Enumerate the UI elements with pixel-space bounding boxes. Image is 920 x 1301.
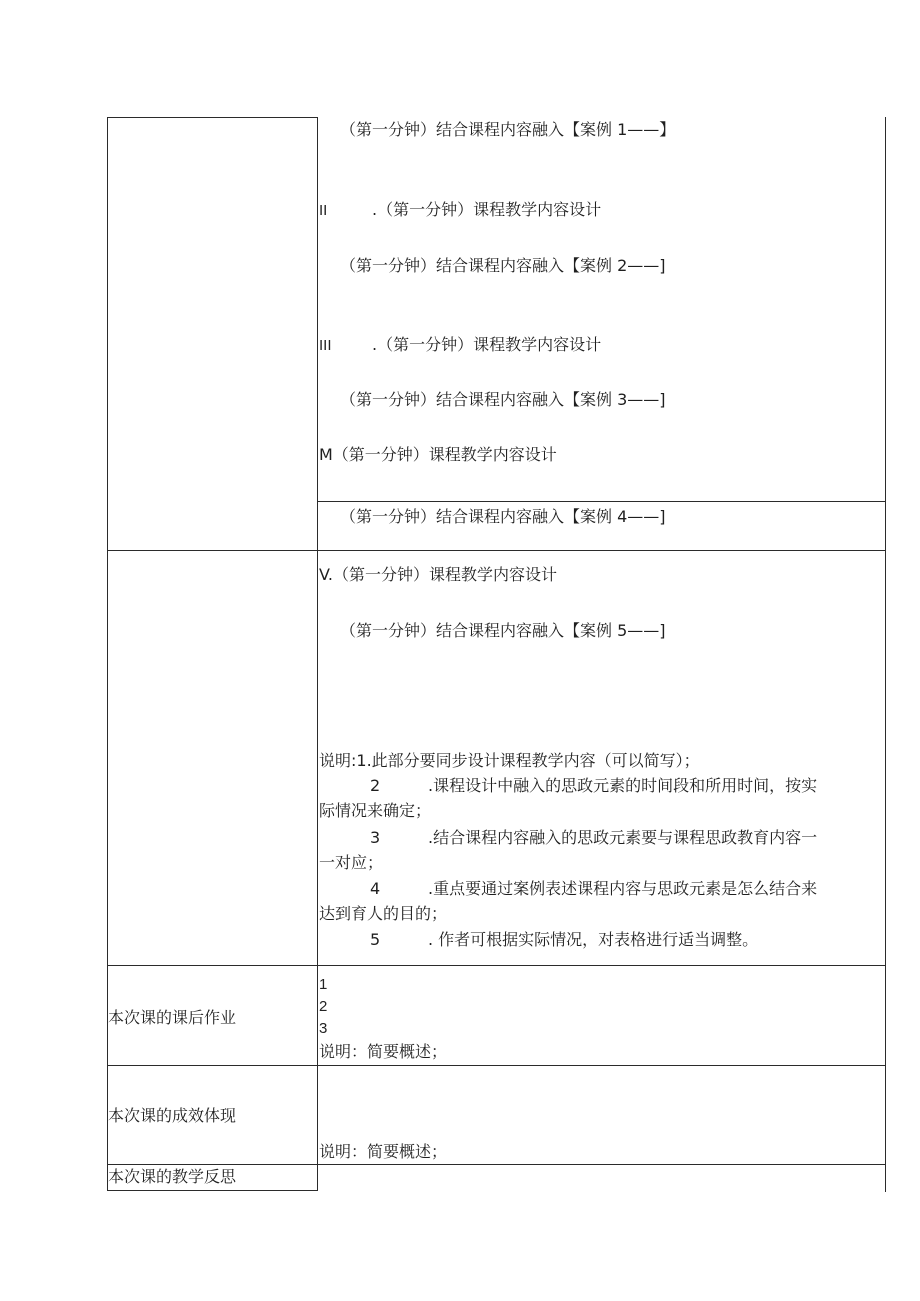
note-2-continued: 际情况来确定； — [319, 801, 432, 820]
reflection-label: 本次课的教学反思 — [108, 1167, 237, 1186]
table-top-border — [107, 117, 318, 118]
note-4-number: 4 — [370, 879, 381, 898]
row-divider-4 — [107, 1164, 886, 1165]
case-5-line: （第一分钟）结合课程内容融入【案例 5——] — [340, 621, 666, 640]
section-iv-title: M（第一分钟）课程教学内容设计 — [319, 445, 557, 464]
homework-note: 说明：简要概述； — [319, 1042, 448, 1061]
homework-item-3: 3 — [319, 1020, 328, 1037]
row-divider-3 — [107, 1065, 886, 1066]
row-divider-1 — [107, 550, 886, 551]
section-number-ii: II — [319, 202, 328, 219]
table-left-border — [107, 117, 108, 1191]
case-2-line: （第一分钟）结合课程内容融入【案例 2——] — [340, 256, 666, 275]
note-3-text: .结合课程内容融入的思政元素要与课程思政教育内容一 — [428, 828, 818, 847]
effect-note: 说明：简要概述； — [319, 1142, 448, 1161]
homework-label: 本次课的课后作业 — [108, 1008, 237, 1027]
table-bottom-border — [107, 1190, 318, 1191]
case-1-line: （第一分钟）结合课程内容融入【案例 1——】 — [340, 120, 676, 139]
case-4-line: （第一分钟）结合课程内容融入【案例 4——] — [340, 507, 666, 526]
note-5-text: . 作者可根据实际情况，对表格进行适当调整。 — [428, 930, 759, 949]
note-4-text: .重点要通过案例表述课程内容与思政元素是怎么结合来 — [428, 879, 818, 898]
section-ii-title: .（第一分钟）课程教学内容设计 — [372, 200, 602, 219]
section-v-title: V.（第一分钟）课程教学内容设计 — [319, 565, 557, 584]
section-number-iii: III — [319, 337, 332, 354]
note-5-number: 5 — [370, 930, 381, 949]
case-3-line: （第一分钟）结合课程内容融入【案例 3——] — [340, 390, 666, 409]
note-2-number: 2 — [370, 776, 381, 795]
effect-label: 本次课的成效体现 — [108, 1106, 237, 1125]
note-intro: 说明:1.此部分要同步设计课程教学内容（可以简写）； — [319, 751, 700, 770]
note-4-continued: 达到育人的目的； — [319, 904, 448, 923]
row-divider-2 — [107, 965, 886, 966]
table-right-border — [885, 117, 886, 1192]
section-iii-title: .（第一分钟）课程教学内容设计 — [372, 335, 602, 354]
homework-item-2: 2 — [319, 998, 328, 1015]
note-3-continued: 一对应； — [319, 853, 384, 872]
note-3-number: 3 — [370, 828, 381, 847]
note-2-text: .课程设计中融入的思政元素的时间段和所用时间，按实 — [428, 776, 818, 795]
column-divider — [317, 117, 318, 1191]
homework-item-1: 1 — [319, 976, 328, 993]
inner-row-divider — [317, 501, 886, 502]
